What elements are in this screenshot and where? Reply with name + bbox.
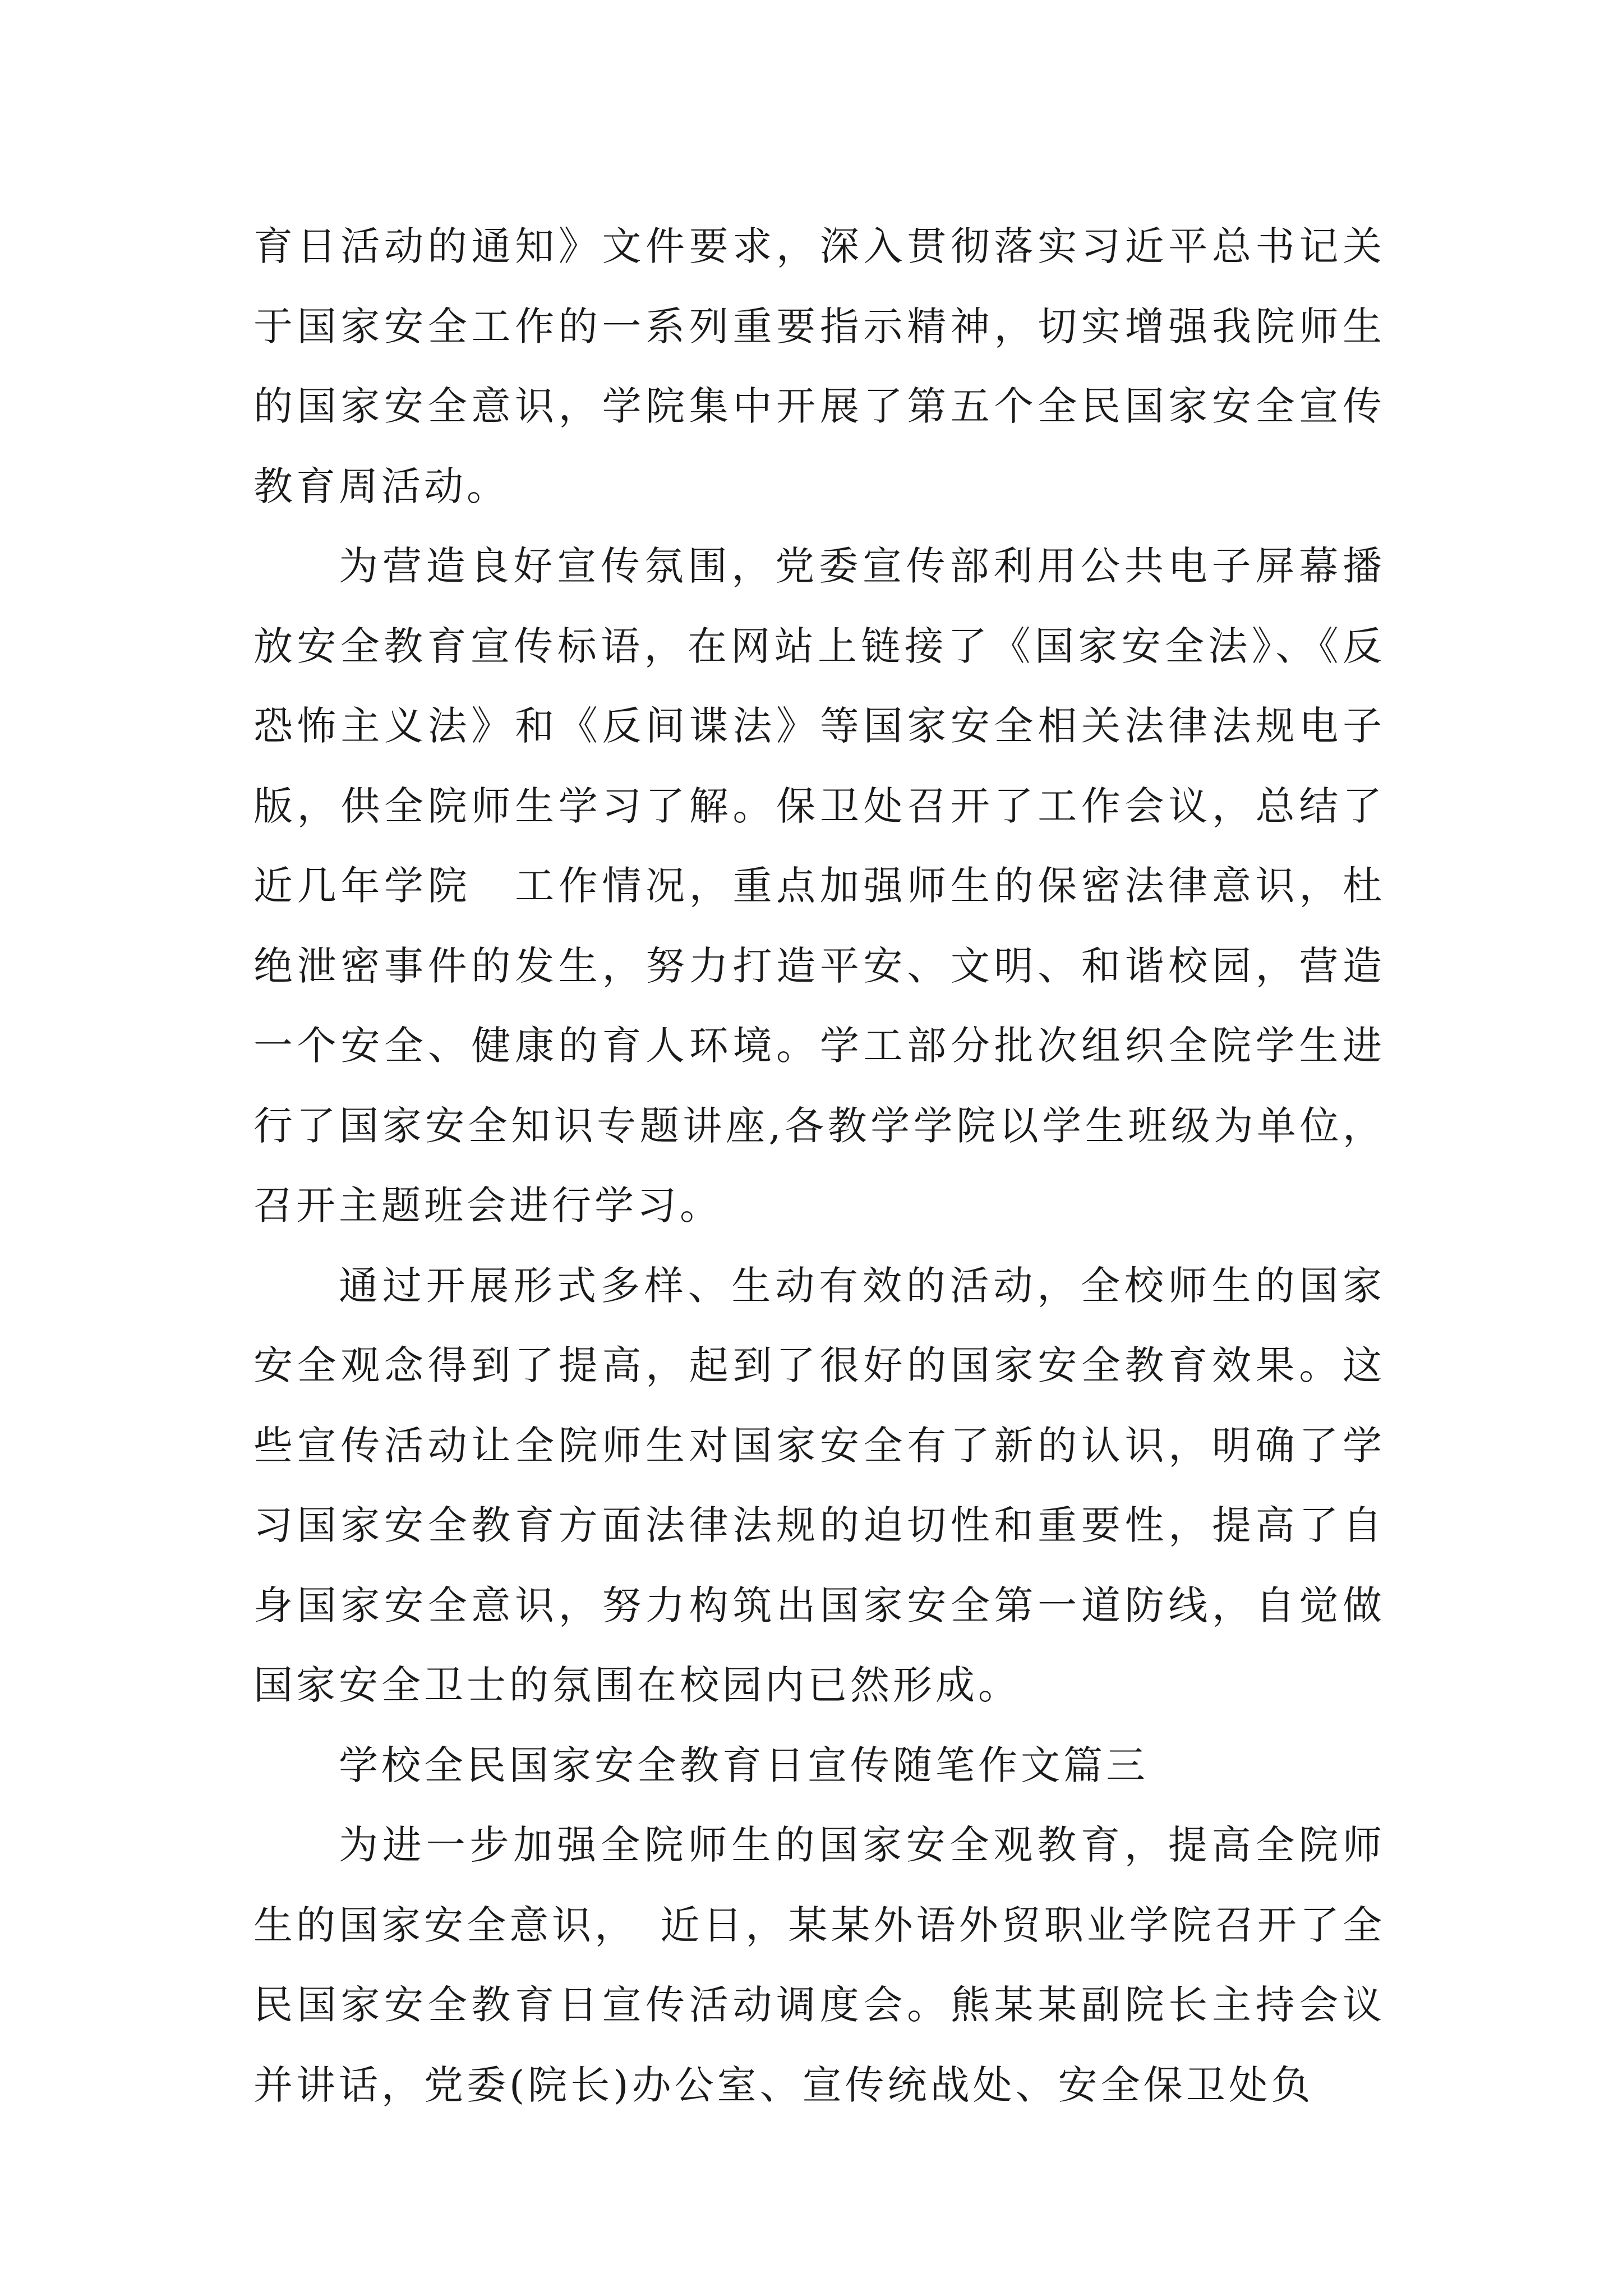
paragraph-activity-results: 通过开展形式多样、生动有效的活动，全校师生的国家安全观念得到了提高，起到了很好的国家安全教育效果。这些宣传活动让全院师生对国家安全有了新的认识，明确了学习国家安全教育方面法律法规的迫切性和重要性，提高了自身国家安全意识，努力构筑出国家安全第一道防线，自觉做国家安全卫士的氛围在校园内已然形成。 bbox=[253, 1262, 1385, 1708]
paragraph-promotion-activities: 为营造良好宣传氛围，党委宣传部利用公共电子屏幕播放安全教育宣传标语，在网站上链接了《国家安全法》、《反恐怖主义法》和《反间谍法》等国家安全相关法律法规电子版，供全院师生学习了解。保卫处召开了工作会议，总结了近几年学院 工作情况，重点加强师生的保密法律意识，杜绝泄密事件的发生，努力打造平安、文明、和谐校园，营造一个安全、健康的育人环境。学工部分批次组织全院学生进行了国家安全知识专题讲座,各教学学院以学生班级为单位，召开主题班会进行学习。 bbox=[253, 543, 1385, 1228]
section-heading: 学校全民国家安全教育日宣传随笔作文篇三 bbox=[339, 1742, 1149, 1788]
document-body bbox=[253, 206, 1385, 2125]
paragraph-meeting: 为进一步加强全院师生的国家安全观教育，提高全院师生的国家安全意识， 近日，某某外语外贸职业学院召开了全民国家安全教育日宣传活动调度会。熊某某副院长主持会议并讲话，党委(院长)办公室、宣传统战处、安全保卫处负 bbox=[253, 1822, 1385, 2108]
paragraph-continuation: 育日活动的通知》文件要求，深入贯彻落实习近平总书记关于国家安全工作的一系列重要指示精神，切实增强我院师生的国家安全意识，学院集中开展了第五个全民国家安全宣传教育周活动。 bbox=[253, 223, 1385, 509]
